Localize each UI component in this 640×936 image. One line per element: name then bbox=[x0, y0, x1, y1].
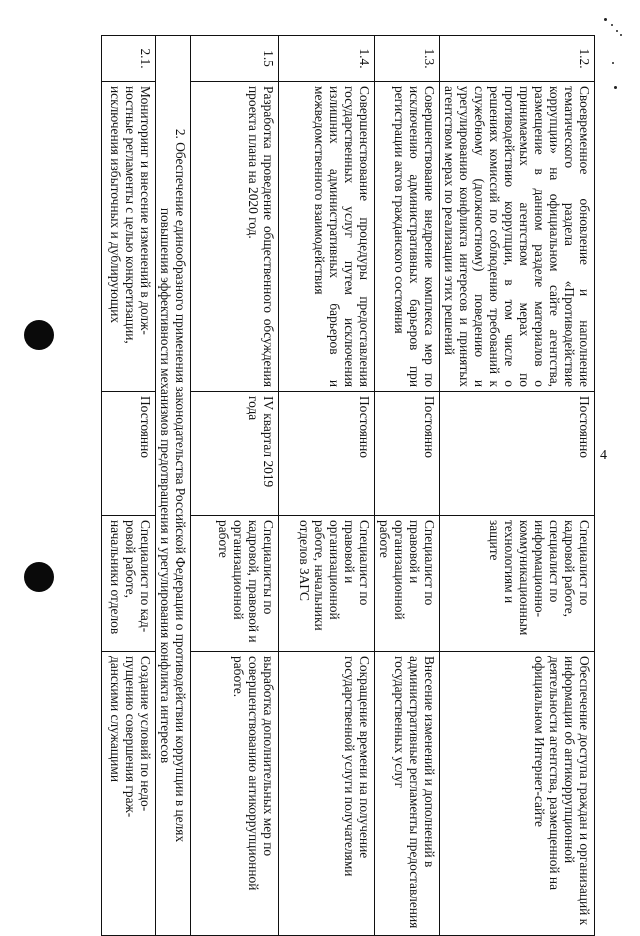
row-number: 2.1. bbox=[102, 36, 156, 82]
result-line: пущению совершения граж- bbox=[123, 656, 138, 818]
responsible-line: Специалист по кад- bbox=[138, 520, 153, 633]
term-cell: IV квартал 2019 года bbox=[191, 392, 279, 516]
responsible-line: ровой работе, bbox=[123, 520, 138, 598]
scan-speck bbox=[620, 34, 622, 36]
responsible-cell: Специалисты по кадровой, правовой и организационной работе bbox=[191, 516, 279, 652]
responsible-cell bbox=[102, 516, 156, 652]
section-heading-line: повышения эффективности механизмов предотвращения и урегулирования конфликта интересов bbox=[158, 207, 173, 764]
scan-speck bbox=[614, 86, 617, 89]
page-number: 4 bbox=[600, 448, 607, 463]
measure-line: Мониторинг и внесение изменений в долж- bbox=[138, 86, 153, 335]
term-cell: Постоянно bbox=[440, 392, 595, 516]
table-row bbox=[375, 36, 440, 936]
measure-line: ностные регламенты с целью конкретизации, bbox=[123, 86, 138, 344]
section-heading bbox=[156, 36, 191, 936]
measure-cell: Своевременное обновление и наполнение тематического раздела «Противодействие коррупции» на официальном сайте агентства, размещение в данном разделе материалов о принимаемых агентством мерах по противодействию коррупции, в том числе о решениях комиссий по соблюдению требований к служебному (должностному) поведению и урегулированию конфликта интересов и принятых агентством мерах по реализации этих решений bbox=[440, 82, 595, 392]
term-cell: Постоянно bbox=[102, 392, 156, 516]
term-cell: Постоянно bbox=[375, 392, 440, 516]
scan-speck bbox=[604, 18, 607, 21]
measure-line: исключения избыточных и дублирующих bbox=[108, 86, 123, 324]
responsible-cell: Специалист по кадровой работе, специалист по информационно-коммуникационным технологиям и защите bbox=[440, 516, 595, 652]
responsible-line: начальники отделов bbox=[108, 520, 123, 635]
row-number: 1.4. bbox=[279, 36, 375, 82]
scan-speck bbox=[611, 24, 613, 26]
section-heading-row bbox=[156, 36, 191, 936]
section-heading-line: 2. Обеспечение единообразного применения законодательства Российской Федерации о противодействии коррупции в целях bbox=[173, 128, 188, 843]
row-number: 1.5 bbox=[191, 36, 279, 82]
row-number: 1.3. bbox=[375, 36, 440, 82]
result-cell: Внесение изменений и дополнений в административные регламенты предоставления государственных услуг bbox=[375, 652, 440, 936]
measure-cell: Разработка проведение общественного обсуждения проекта плана на 2020 год. bbox=[191, 82, 279, 392]
anticorruption-plan-table bbox=[101, 35, 595, 936]
scan-speck bbox=[616, 30, 618, 32]
table-row bbox=[102, 36, 156, 936]
table-row bbox=[191, 36, 279, 936]
table-row bbox=[440, 36, 595, 936]
result-line: данскими служащими bbox=[108, 656, 123, 782]
result-cell: выработка дополнительных мер по совершенствованию антикоррупционной работе. bbox=[191, 652, 279, 936]
rotated-document-table bbox=[35, 35, 595, 935]
measure-cell bbox=[102, 82, 156, 392]
measure-cell: Совершенствование внедрение комплекса мер по исключению административных барьеров при регистрации актов гражданского состояния bbox=[375, 82, 440, 392]
responsible-cell: Специалист по правовой и организационной работе bbox=[375, 516, 440, 652]
result-cell bbox=[102, 652, 156, 936]
responsible-cell: Специалист по правовой и организационной работе, начальники отделов ЗАГС bbox=[279, 516, 375, 652]
row-number: 1.2. bbox=[440, 36, 595, 82]
term-cell: Постоянно bbox=[279, 392, 375, 516]
result-line: Создание условий по недо- bbox=[138, 656, 153, 812]
table-row bbox=[279, 36, 375, 936]
result-cell: Обеспечение доступа граждан и организаций к информации об антикоррупционной деятельности агентства, размещенной на официальном Интернет-сайте bbox=[440, 652, 595, 936]
result-cell: Сокращение времени на получение государственной услуги получателями bbox=[279, 652, 375, 936]
scan-speck bbox=[612, 62, 614, 64]
measure-cell: Совершенствование процедуры предоставления государственных услуг путем исключения излишних административных барьеров и межведомственного взаимодействия bbox=[279, 82, 375, 392]
